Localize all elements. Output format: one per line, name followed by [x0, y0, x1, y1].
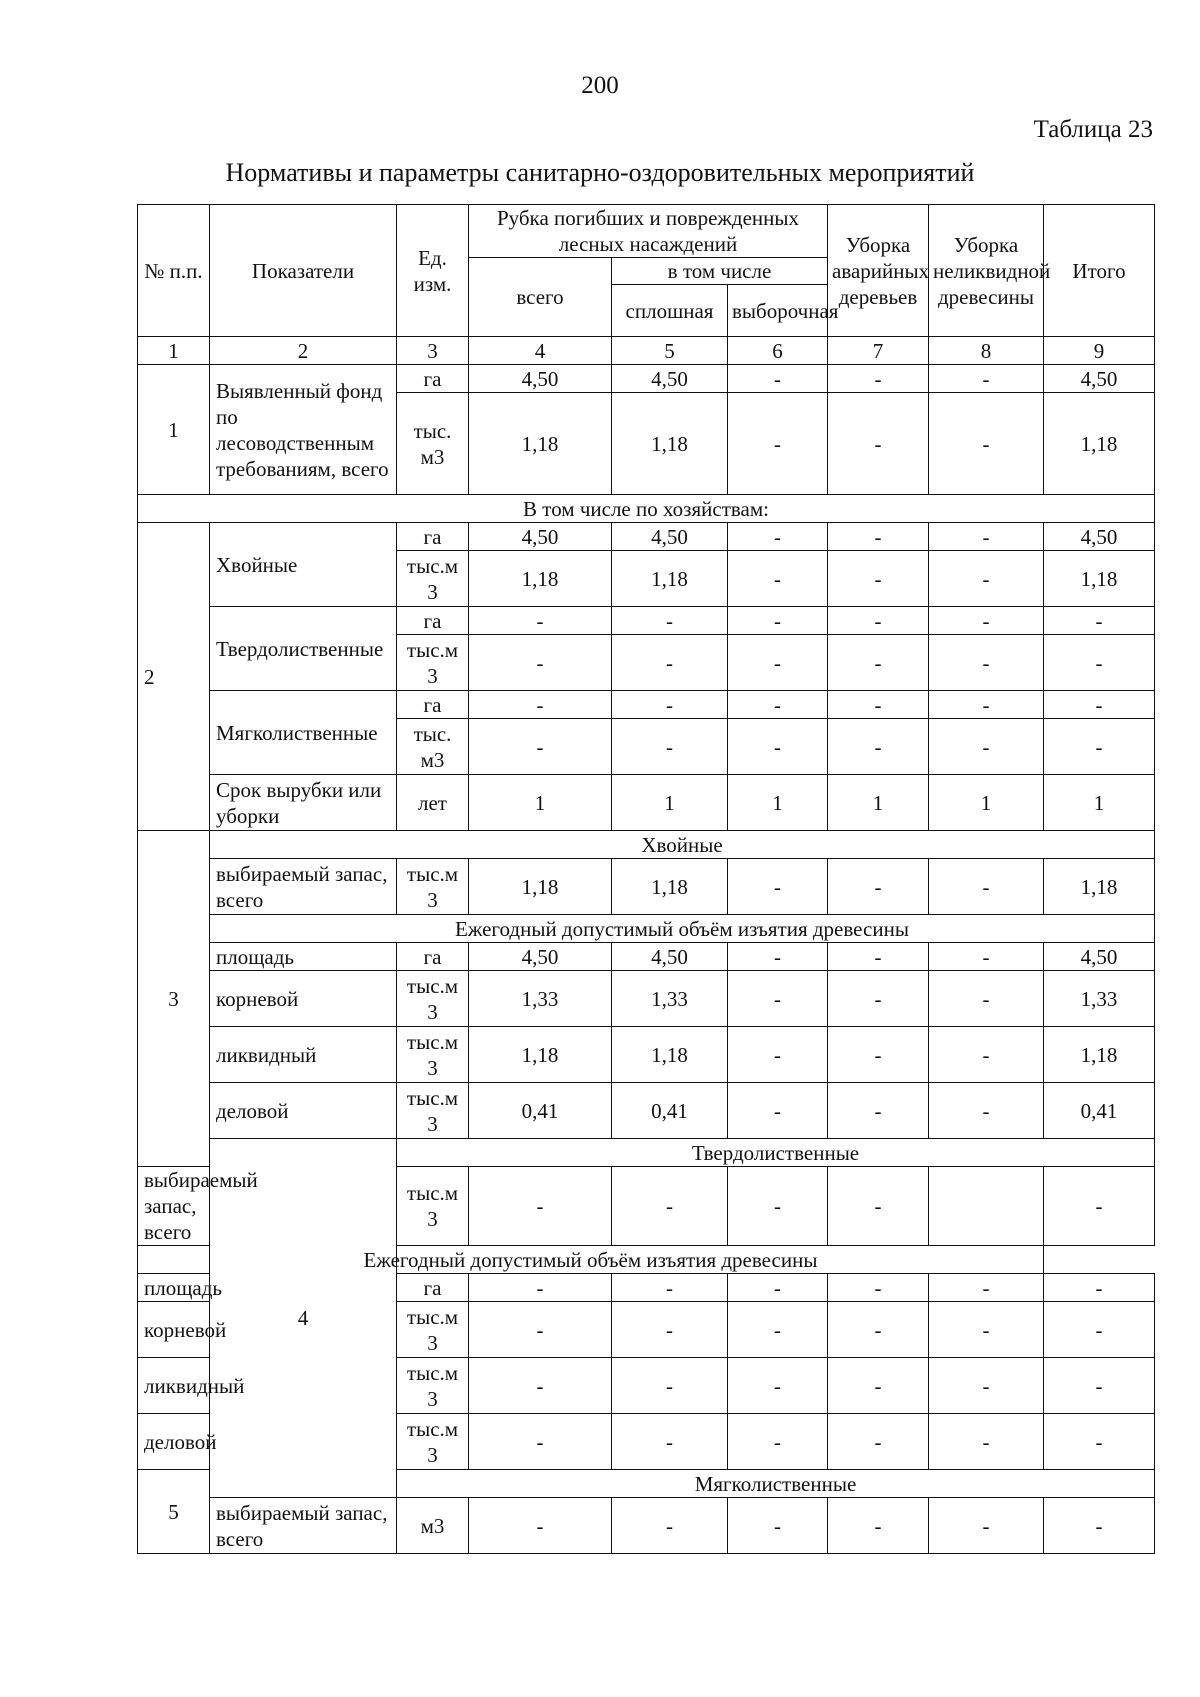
unit-cell: тыс.м 3	[397, 1302, 469, 1358]
value-cell: -	[1044, 691, 1155, 719]
value-cell: -	[929, 523, 1044, 551]
value-cell: -	[1044, 635, 1155, 691]
value-cell: -	[1044, 1302, 1155, 1358]
value-cell: -	[929, 365, 1044, 393]
value-cell: -	[612, 1167, 728, 1246]
value-cell: -	[728, 365, 828, 393]
value-cell: 1,18	[469, 859, 612, 915]
row-number: 4	[210, 1139, 397, 1498]
value-cell: 4,50	[1044, 365, 1155, 393]
header-total-felling: всего	[469, 258, 612, 337]
value-cell: -	[728, 393, 828, 495]
sanitary-measures-table	[137, 204, 1155, 1554]
indicator-label: корневой	[210, 971, 397, 1027]
unit-cell: тыс.м 3	[397, 551, 469, 607]
value-cell: -	[469, 1167, 612, 1246]
table-row	[138, 1083, 1155, 1139]
value-cell: -	[828, 635, 929, 691]
value-cell: -	[612, 635, 728, 691]
value-cell: -	[929, 1302, 1044, 1358]
value-cell: 1	[728, 775, 828, 831]
value-cell: -	[828, 859, 929, 915]
value-cell: -	[1044, 1358, 1155, 1414]
value-cell: 1	[828, 775, 929, 831]
header-including: в том числе	[612, 258, 828, 285]
value-cell: 1,33	[1044, 971, 1155, 1027]
indicator-label: ликвидный	[138, 1358, 210, 1414]
table-row	[138, 1027, 1155, 1083]
value-cell: 4,50	[469, 943, 612, 971]
unit-cell: тыс.м 3	[397, 1083, 469, 1139]
value-cell: 1,18	[1044, 859, 1155, 915]
section-caption: Хвойные	[210, 831, 1155, 859]
value-cell: -	[728, 859, 828, 915]
unit-cell: тыс.м 3	[397, 859, 469, 915]
table-row	[138, 1498, 1155, 1554]
value-cell: 1,18	[469, 551, 612, 607]
column-number: 2	[210, 337, 397, 365]
indicator-label: ликвидный	[210, 1027, 397, 1083]
row-number: 3	[138, 831, 210, 1167]
value-cell: -	[828, 393, 929, 495]
indicator-label: деловой	[138, 1414, 210, 1470]
unit-cell: тыс.м 3	[397, 1358, 469, 1414]
value-cell: 1,18	[612, 1027, 728, 1083]
value-cell: -	[1044, 1167, 1155, 1246]
value-cell: -	[929, 1274, 1044, 1302]
header-num: № п.п.	[138, 205, 210, 337]
unit-cell: тыс.м 3	[397, 635, 469, 691]
column-number: 6	[728, 337, 828, 365]
table-body	[138, 365, 1155, 1554]
value-cell: -	[728, 635, 828, 691]
value-cell: 0,41	[612, 1083, 728, 1139]
value-cell: -	[728, 943, 828, 971]
column-number: 1	[138, 337, 210, 365]
value-cell: -	[828, 1167, 929, 1246]
value-cell: -	[828, 1302, 929, 1358]
value-cell: -	[728, 1027, 828, 1083]
header-unit: Ед. изм.	[397, 205, 469, 337]
value-cell: -	[828, 523, 929, 551]
row-number: 1	[138, 365, 210, 495]
value-cell: 4,50	[612, 523, 728, 551]
indicator-label: Хвойные	[210, 523, 397, 607]
value-cell: -	[929, 635, 1044, 691]
table-row	[138, 365, 1155, 393]
value-cell: -	[728, 1302, 828, 1358]
column-number: 7	[828, 337, 929, 365]
value-cell: -	[728, 1498, 828, 1554]
row-number: 2	[138, 523, 210, 831]
value-cell: -	[929, 1027, 1044, 1083]
table-row	[138, 943, 1155, 971]
value-cell: 0,41	[1044, 1083, 1155, 1139]
value-cell: -	[728, 1274, 828, 1302]
value-cell: -	[612, 607, 728, 635]
unit-cell: га	[397, 523, 469, 551]
section-caption-row	[138, 1246, 1155, 1274]
unit-cell: тыс.м 3	[397, 1414, 469, 1470]
section-caption: В том числе по хозяйствам:	[138, 495, 1155, 523]
value-cell: -	[728, 1414, 828, 1470]
value-cell: -	[929, 607, 1044, 635]
value-cell: -	[469, 719, 612, 775]
value-cell: -	[929, 943, 1044, 971]
value-cell: 1,18	[1044, 551, 1155, 607]
value-cell: -	[929, 1083, 1044, 1139]
indicator-label: корневой	[138, 1302, 210, 1358]
value-cell: 1	[1044, 775, 1155, 831]
value-cell: -	[469, 1274, 612, 1302]
section-caption: Твердолиственные	[397, 1139, 1155, 1167]
value-cell: 4,50	[469, 365, 612, 393]
value-cell: -	[728, 1358, 828, 1414]
unit-cell: тыс.м 3	[397, 971, 469, 1027]
unit-cell: га	[397, 943, 469, 971]
indicator-label: выбираемый запас, всего	[138, 1167, 210, 1246]
value-cell: -	[828, 1083, 929, 1139]
header-nonliquid: Уборка неликвидной древесины	[929, 205, 1044, 337]
indicator-label: Твердолиственные	[210, 607, 397, 691]
value-cell: -	[828, 1414, 929, 1470]
value-cell: -	[828, 1274, 929, 1302]
value-cell: 1	[469, 775, 612, 831]
column-numbers-row	[138, 337, 1155, 365]
value-cell: -	[728, 607, 828, 635]
table-row	[138, 691, 1155, 719]
value-cell: -	[1044, 719, 1155, 775]
indicator-label: выбираемый запас, всего	[210, 1498, 397, 1554]
value-cell: -	[828, 691, 929, 719]
value-cell: -	[612, 1414, 728, 1470]
value-cell: -	[728, 1083, 828, 1139]
indicator-label: Мягколиственные	[210, 691, 397, 775]
header-total: Итого	[1044, 205, 1155, 337]
column-number: 9	[1044, 337, 1155, 365]
value-cell: -	[929, 1414, 1044, 1470]
unit-cell: тыс.м 3	[397, 1167, 469, 1246]
table-title: Нормативы и параметры санитарно-оздоровительных мероприятий	[225, 158, 975, 187]
value-cell: -	[828, 1498, 929, 1554]
unit-cell: тыс. м3	[397, 719, 469, 775]
unit-cell: м3	[397, 1498, 469, 1554]
row-number: 5	[138, 1470, 210, 1554]
value-cell: -	[728, 971, 828, 1027]
value-cell: -	[929, 719, 1044, 775]
unit-cell: га	[397, 607, 469, 635]
table-header	[138, 205, 1155, 365]
value-cell: 4,50	[1044, 943, 1155, 971]
value-cell: -	[929, 551, 1044, 607]
value-cell: -	[1044, 1498, 1155, 1554]
value-cell: -	[612, 1302, 728, 1358]
table-row	[138, 523, 1155, 551]
value-cell: -	[612, 1358, 728, 1414]
value-cell: -	[1044, 1414, 1155, 1470]
value-cell: -	[929, 859, 1044, 915]
value-cell: 1,18	[612, 859, 728, 915]
indicator-label: деловой	[210, 1083, 397, 1139]
value-cell: -	[728, 523, 828, 551]
value-cell: 1,18	[1044, 1027, 1155, 1083]
unit-cell: лет	[397, 775, 469, 831]
indicator-label: Выявленный фонд по лесоводственным требованиям, всего	[210, 365, 397, 495]
section-caption-row	[138, 1139, 1155, 1167]
section-caption: Мягколиственные	[397, 1470, 1155, 1498]
value-cell: 0,41	[469, 1083, 612, 1139]
value-cell: -	[469, 607, 612, 635]
value-cell: -	[929, 393, 1044, 495]
unit-cell: тыс.м 3	[397, 1027, 469, 1083]
value-cell: -	[728, 1167, 828, 1246]
value-cell: -	[828, 1358, 929, 1414]
value-cell: -	[469, 1358, 612, 1414]
header-felling: Рубка погибших и поврежденных лесных насаждений	[469, 205, 828, 258]
value-cell: -	[1044, 607, 1155, 635]
section-caption-row	[138, 915, 1155, 943]
value-cell: -	[828, 971, 929, 1027]
value-cell: 1,33	[612, 971, 728, 1027]
value-cell: -	[828, 607, 929, 635]
value-cell: 4,50	[612, 365, 728, 393]
value-cell: -	[1044, 1274, 1155, 1302]
value-cell: 4,50	[469, 523, 612, 551]
value-cell: -	[828, 719, 929, 775]
unit-cell: га	[397, 691, 469, 719]
table-row	[138, 607, 1155, 635]
column-number: 4	[469, 337, 612, 365]
value-cell: 1	[612, 775, 728, 831]
column-number: 8	[929, 337, 1044, 365]
value-cell: -	[612, 1274, 728, 1302]
column-number: 5	[612, 337, 728, 365]
header-clear: сплошная	[612, 285, 728, 337]
value-cell: -	[612, 1498, 728, 1554]
section-caption: Ежегодный допустимый объём изъятия древесины	[210, 915, 1155, 943]
value-cell: 4,50	[612, 943, 728, 971]
value-cell: -	[469, 1498, 612, 1554]
page-number: 200	[581, 72, 619, 99]
header-emergency: Уборка аварийных деревьев	[828, 205, 929, 337]
value-cell: -	[929, 1498, 1044, 1554]
value-cell: -	[469, 1302, 612, 1358]
value-cell: -	[929, 691, 1044, 719]
unit-cell: га	[397, 365, 469, 393]
section-caption-row	[138, 831, 1155, 859]
value-cell: -	[612, 691, 728, 719]
value-cell: 1,18	[612, 551, 728, 607]
value-cell: -	[612, 719, 728, 775]
value-cell: -	[469, 635, 612, 691]
value-cell: -	[469, 1414, 612, 1470]
header-indicators: Показатели	[210, 205, 397, 337]
unit-cell: тыс. м3	[397, 393, 469, 495]
indicator-label: Срок вырубки или уборки	[210, 775, 397, 831]
value-cell: -	[828, 551, 929, 607]
table-row	[138, 859, 1155, 915]
value-cell	[929, 1167, 1044, 1246]
table-row	[138, 775, 1155, 831]
column-number: 3	[397, 337, 469, 365]
section-caption: Ежегодный допустимый объём изъятия древесины	[138, 1246, 1044, 1274]
indicator-label: площадь	[138, 1274, 210, 1302]
value-cell: -	[728, 691, 828, 719]
value-cell: -	[828, 365, 929, 393]
indicator-label: выбираемый запас, всего	[210, 859, 397, 915]
indicator-label: площадь	[210, 943, 397, 971]
table-label: Таблица 23	[1033, 116, 1153, 143]
table-row	[138, 971, 1155, 1027]
value-cell: 4,50	[1044, 523, 1155, 551]
value-cell: -	[828, 943, 929, 971]
value-cell: -	[728, 551, 828, 607]
unit-cell: га	[397, 1274, 469, 1302]
header-selective: выборочная	[728, 285, 828, 337]
value-cell: -	[469, 691, 612, 719]
value-cell: 1,18	[469, 1027, 612, 1083]
value-cell: 1,18	[612, 393, 728, 495]
value-cell: -	[929, 1358, 1044, 1414]
value-cell: 1	[929, 775, 1044, 831]
section-caption-row	[138, 495, 1155, 523]
value-cell: 1,33	[469, 971, 612, 1027]
value-cell: -	[728, 719, 828, 775]
value-cell: 1,18	[1044, 393, 1155, 495]
value-cell: -	[828, 1027, 929, 1083]
value-cell: -	[929, 971, 1044, 1027]
value-cell: 1,18	[469, 393, 612, 495]
